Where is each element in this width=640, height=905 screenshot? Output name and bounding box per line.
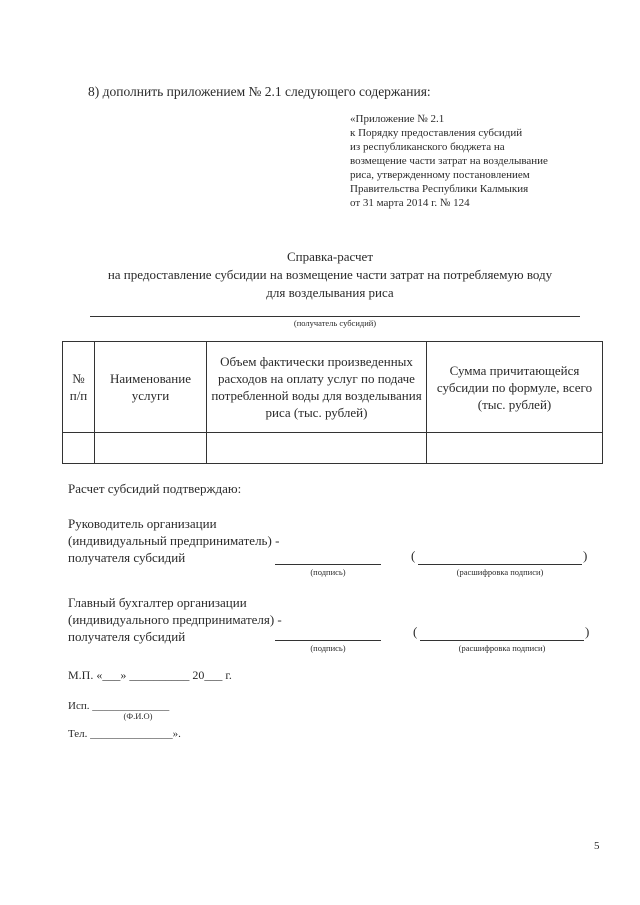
accountant-line: (индивидуального предпринимателя) - — [68, 612, 282, 627]
appendix-line: риса, утвержденному постановлением — [350, 169, 530, 181]
accountant-decode-caption: (расшифровка подписи) — [458, 643, 546, 653]
header-subsidy-sum: Сумма причитающейся субсидии по формуле, всего (тыс. рублей) — [427, 342, 603, 433]
decode-close-paren: ) — [583, 548, 588, 563]
head-signature-block — [68, 515, 279, 566]
table-cell — [95, 433, 207, 464]
appendix-line: «Приложение № 2.1 — [350, 113, 445, 125]
appendix-line: из республиканского бюджета на — [350, 141, 505, 153]
head-signature-caption: (подпись) — [310, 567, 346, 577]
table-cell — [427, 433, 603, 464]
table-cell — [63, 433, 95, 464]
executor-label: Исп. ______________ — [68, 700, 170, 712]
phone-label: Тел. _______________». — [68, 728, 181, 740]
recipient-line — [90, 316, 580, 317]
accountant-line: получателя субсидий — [68, 629, 186, 644]
appendix-line: от 31 марта 2014 г. № 124 — [350, 197, 470, 209]
head-line: Руководитель организации — [68, 516, 217, 531]
intro-text: 8) дополнить приложением № 2.1 следующего содержания: — [88, 84, 431, 99]
accountant-signature-caption: (подпись) — [310, 643, 346, 653]
accountant-line: Главный бухгалтер организации — [68, 595, 247, 610]
head-decode-line — [418, 564, 582, 565]
table-header-row — [63, 342, 603, 433]
calculation-table — [62, 341, 603, 464]
title-line-1: Справка-расчет — [286, 249, 374, 264]
title-line-3: для возделывания риса — [266, 285, 394, 300]
header-expenses: Объем фактически произведенных расходов на оплату услуг по подаче потребленной воды для возделывания риса (тыс. рублей) — [207, 342, 427, 433]
head-signature-line — [275, 564, 381, 565]
accountant-signature-block — [68, 594, 282, 645]
appendix-line: возмещение части затрат на возделывание — [350, 155, 548, 167]
decode-open-paren: ( — [411, 548, 416, 563]
decode-open-paren: ( — [413, 624, 418, 639]
recipient-caption: (получатель субсидий) — [293, 318, 377, 328]
accountant-signature-line — [275, 640, 381, 641]
document-title — [60, 248, 600, 302]
head-decode-caption: (расшифровка подписи) — [456, 567, 544, 577]
confirm-text: Расчет субсидий подтверждаю: — [68, 481, 242, 496]
appendix-line: Правительства Республики Калмыкия — [350, 183, 529, 195]
decode-close-paren: ) — [585, 624, 590, 639]
head-line: получателя субсидий — [68, 550, 186, 565]
table-row — [63, 433, 603, 464]
header-number: № п/п — [63, 342, 95, 433]
page-number: 5 — [594, 840, 600, 852]
accountant-decode-line — [420, 640, 584, 641]
stamp-date: М.П. «___» __________ 20___ г. — [68, 668, 232, 682]
title-line-2: на предоставление субсидии на возмещение части затрат на потребляемую воду — [107, 267, 553, 282]
appendix-line: к Порядку предоставления субсидий — [350, 127, 523, 139]
fio-caption: (Ф.И.О) — [123, 711, 153, 721]
appendix-header — [350, 112, 548, 210]
head-line: (индивидуальный предприниматель) - — [68, 533, 280, 548]
table-cell — [207, 433, 427, 464]
header-service-name: Наименование услуги — [95, 342, 207, 433]
